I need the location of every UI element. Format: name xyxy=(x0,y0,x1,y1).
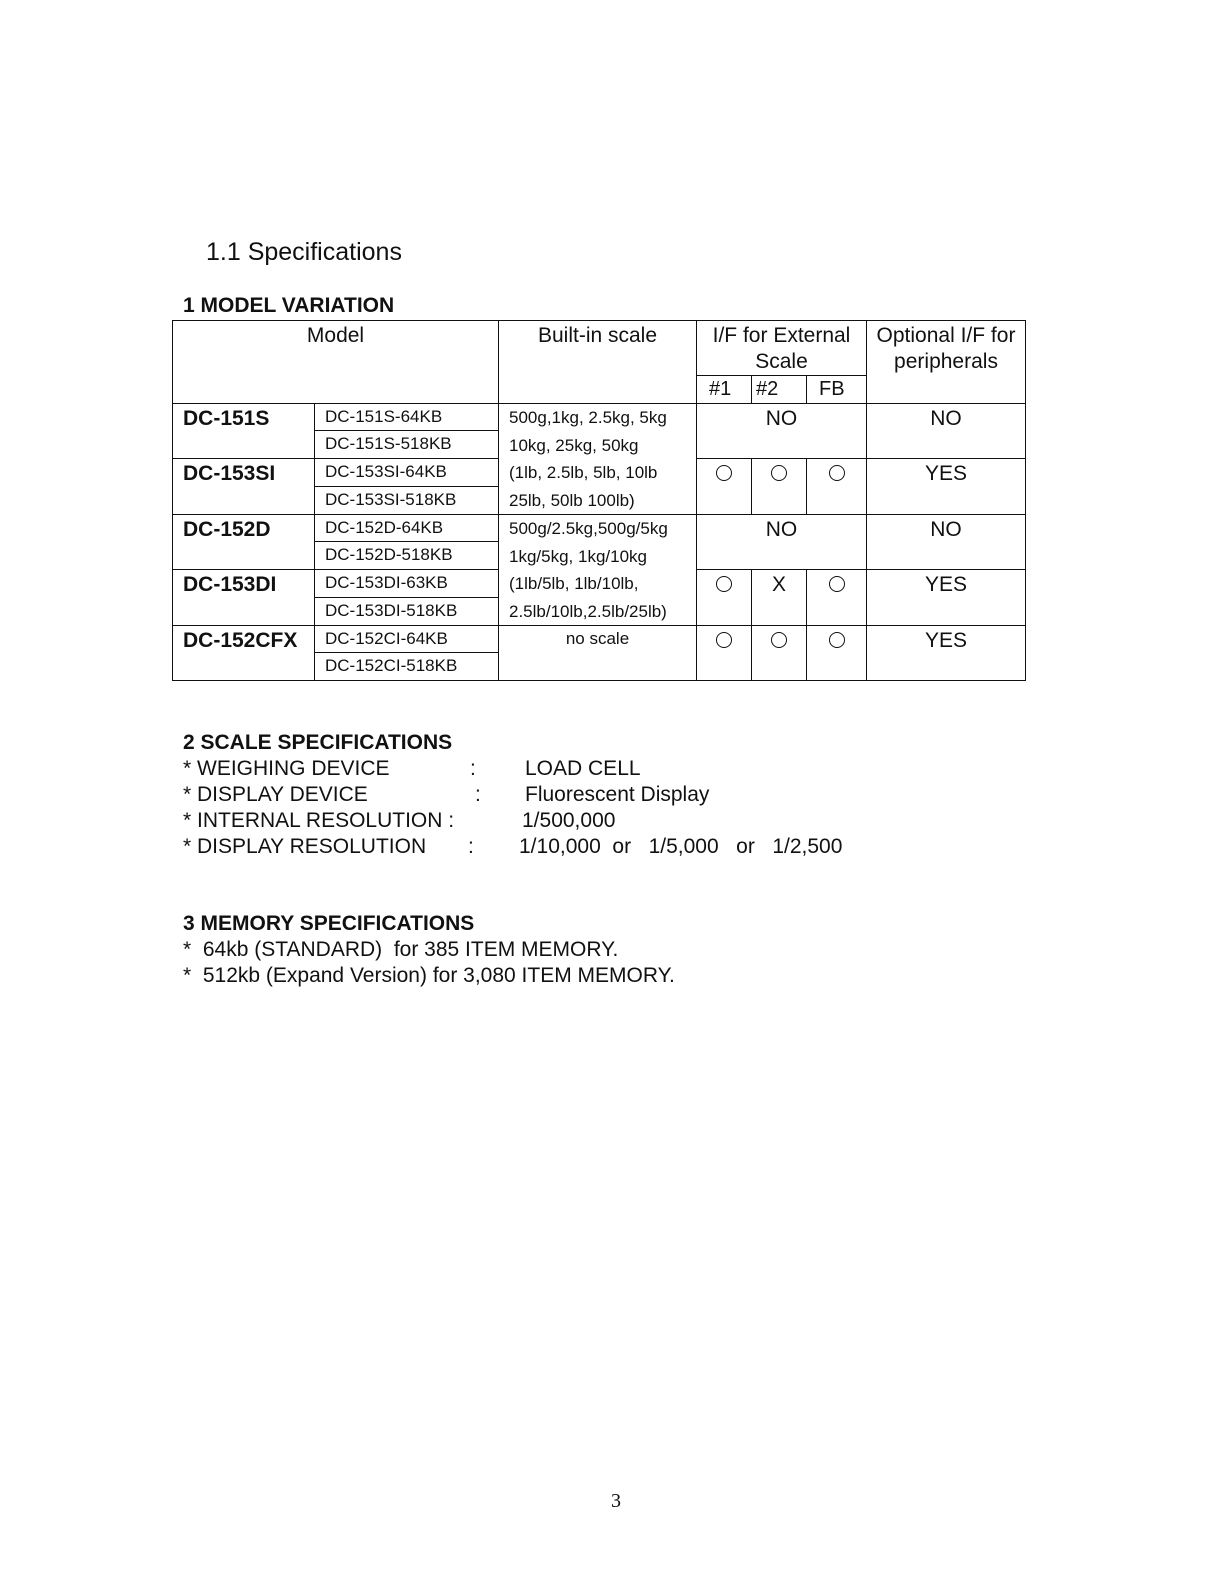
model-code: DC-152D-518KB xyxy=(315,542,499,570)
fb-mark xyxy=(807,459,867,515)
memory-item: * 512kb (Expand Version) for 3,080 ITEM MEMORY. xyxy=(183,964,675,987)
model-code: DC-152CI-64KB xyxy=(315,626,499,653)
model-code: DC-152CI-518KB xyxy=(315,653,499,681)
spec-display-value: Fluorescent Display xyxy=(525,783,710,806)
fb-mark xyxy=(807,626,867,681)
if-summary: NO xyxy=(697,404,867,459)
scale-line: 2.5lb/10lb,2.5lb/25lb) xyxy=(509,601,667,621)
circle-icon xyxy=(716,576,732,592)
scale-line: 25lb, 50lb 100lb) xyxy=(509,490,635,510)
if1-mark xyxy=(697,626,752,681)
optional-if-value: YES xyxy=(867,626,1026,681)
optional-if-value: YES xyxy=(867,459,1026,515)
scale-line: (1lb, 2.5lb, 5lb, 10lb xyxy=(509,463,658,482)
spec-sep: : xyxy=(475,783,481,806)
if-summary: NO xyxy=(697,515,867,570)
model-code: DC-153SI-518KB xyxy=(315,487,499,515)
model-variation-table xyxy=(172,320,1026,681)
scale-line: (1lb/5lb, 1lb/10lb, xyxy=(509,574,639,593)
circle-icon xyxy=(771,465,787,481)
model-code: DC-153DI-63KB xyxy=(315,570,499,598)
if2-mark: X xyxy=(752,570,807,626)
family-dc-153si: DC-153SI xyxy=(173,459,315,515)
circle-icon xyxy=(716,632,732,648)
model-code: DC-151S-518KB xyxy=(315,431,499,459)
scale-specs-heading: 2 SCALE SPECIFICATIONS xyxy=(183,731,453,754)
spec-display-res-label: * DISPLAY RESOLUTION xyxy=(183,835,427,858)
circle-icon xyxy=(716,465,732,481)
scale-line: 500g/2.5kg,500g/5kg xyxy=(509,519,668,538)
if1-mark xyxy=(697,570,752,626)
spec-display-label: * DISPLAY DEVICE xyxy=(183,783,368,806)
scale-group-1 xyxy=(499,404,697,515)
family-dc-153di: DC-153DI xyxy=(173,570,315,626)
optional-if-value: YES xyxy=(867,570,1026,626)
scale-group-2 xyxy=(499,515,697,626)
spec-internal-res-value: 1/500,000 xyxy=(522,809,616,832)
header-if-fb: FB xyxy=(807,376,867,404)
header-if-2: #2 xyxy=(752,376,807,404)
family-dc-152cfx: DC-152CFX xyxy=(173,626,315,681)
model-code: DC-153DI-518KB xyxy=(315,598,499,626)
model-code: DC-151S-64KB xyxy=(315,404,499,431)
family-dc-152d: DC-152D xyxy=(173,515,315,570)
header-builtin-scale: Built-in scale xyxy=(499,321,697,404)
circle-icon xyxy=(829,576,845,592)
header-if-external: I/F for External Scale xyxy=(697,321,867,376)
optional-if-value: NO xyxy=(867,515,1026,570)
model-variation-heading: 1 MODEL VARIATION xyxy=(183,294,395,317)
spec-display-res-value: 1/10,000 or 1/5,000 or 1/2,500 xyxy=(519,835,843,858)
spec-weighing-value: LOAD CELL xyxy=(525,757,641,780)
header-model: Model xyxy=(173,321,499,404)
optional-if-value: NO xyxy=(867,404,1026,459)
circle-icon xyxy=(829,465,845,481)
scale-line: 1kg/5kg, 1kg/10kg xyxy=(509,546,647,566)
memory-item: * 64kb (STANDARD) for 385 ITEM MEMORY. xyxy=(183,938,619,961)
if2-mark xyxy=(752,626,807,681)
section-title: 1.1 Specifications xyxy=(206,238,402,266)
scale-line: 10kg, 25kg, 50kg xyxy=(509,435,639,455)
scale-none: no scale xyxy=(499,626,697,681)
if1-mark xyxy=(697,459,752,515)
spec-sep: : xyxy=(470,757,476,780)
circle-icon xyxy=(771,632,787,648)
spec-internal-res-label: * INTERNAL RESOLUTION : xyxy=(183,809,455,832)
if2-mark xyxy=(752,459,807,515)
family-dc-151s: DC-151S xyxy=(173,404,315,459)
scale-line: 500g,1kg, 2.5kg, 5kg xyxy=(509,408,667,427)
page-number: 3 xyxy=(611,1490,621,1512)
header-optional-if: Optional I/F for peripherals xyxy=(867,321,1026,404)
spec-weighing-label: * WEIGHING DEVICE xyxy=(183,757,390,780)
memory-specs-heading: 3 MEMORY SPECIFICATIONS xyxy=(183,912,475,935)
model-code: DC-152D-64KB xyxy=(315,515,499,542)
spec-sep: : xyxy=(468,835,474,858)
model-code: DC-153SI-64KB xyxy=(315,459,499,487)
header-if-1: #1 xyxy=(697,376,752,404)
fb-mark xyxy=(807,570,867,626)
circle-icon xyxy=(829,632,845,648)
